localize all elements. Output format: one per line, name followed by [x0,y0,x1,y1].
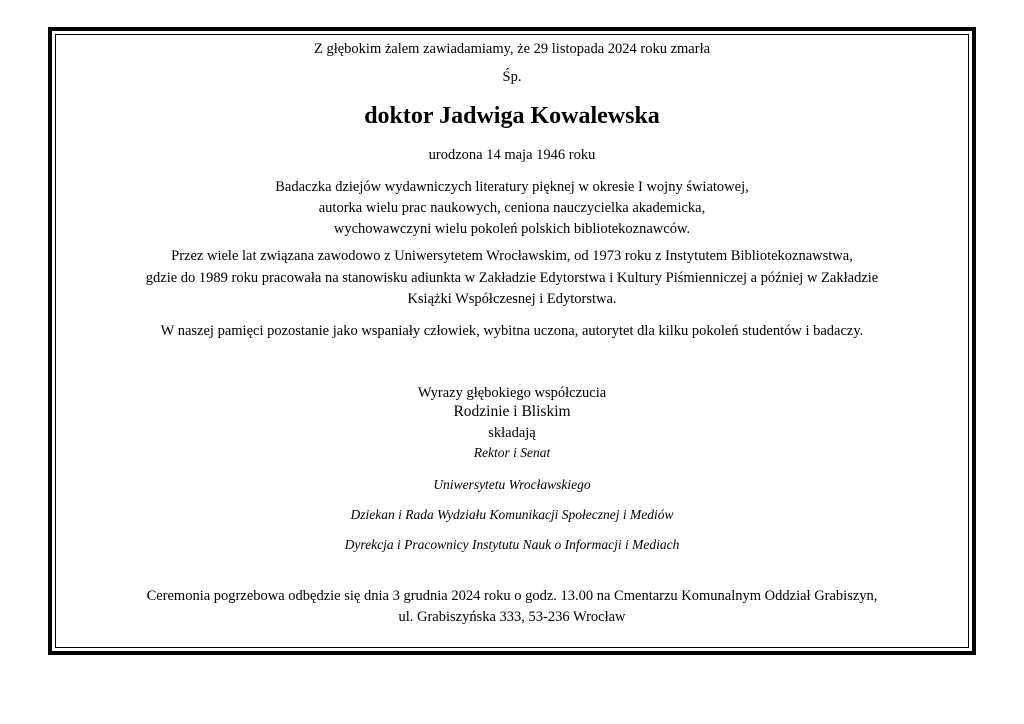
title-prefix: Śp. [502,69,522,85]
signatory: Uniwersytetu Wrocławskiego [433,477,591,492]
bio-line: autorka wielu prac naukowych, ceniona nauczycielka akademicka, [318,200,706,216]
career-line: Książki Współczesnej i Edytorstwa. [407,291,617,307]
obituary-inner-border [55,34,969,648]
signatory: Dyrekcja i Pracownicy Instytutu Nauk o Informacji i Mediach [344,537,680,552]
ceremony-address: ul. Grabiszyńska 333, 53-236 Wrocław [398,609,626,625]
condolences-verb: składają [488,425,536,441]
birth-date: urodzona 14 maja 1946 roku [428,147,596,163]
career-line: gdzie do 1989 roku pracowała na stanowisku adiunkta w Zakładzie Edytorstwa i Kultury Piśmienniczej a później w Zakładzie [145,270,879,286]
bio-line: wychowawczyni wielu pokoleń polskich bibliotekoznawców. [333,221,691,237]
deceased-name: doktor Jadwiga Kowalewska [364,103,660,129]
bio-line: Badaczka dziejów wydawniczych literatury pięknej w okresie I wojny światowej, [275,179,749,195]
signatory: Dziekan i Rada Wydziału Komunikacji Społecznej i Mediów [350,507,674,522]
ceremony-line: Ceremonia pogrzebowa odbędzie się dnia 3 grudnia 2024 roku o godz. 13.00 na Cmentarzu Komunalnym Oddział Grabiszyn, [146,588,878,604]
career-line: Przez wiele lat związana zawodowo z Uniwersytetem Wrocławskim, od 1973 roku z Instytutem Bibliotekoznawstwa, [171,248,853,264]
obituary-frame [48,27,976,655]
memory-text: W naszej pamięci pozostanie jako wspaniały człowiek, wybitna uczona, autorytet dla kilku pokoleń studentów i badaczy. [160,323,864,339]
condolences-line: Wyrazy głębokiego współczucia [417,385,607,401]
intro-text: Z głębokim żalem zawiadamiamy, że 29 listopada 2024 roku zmarła [313,41,711,57]
condolences-recipients: Rodzinie i Bliskim [453,403,571,420]
signatory: Rektor i Senat [473,445,551,460]
